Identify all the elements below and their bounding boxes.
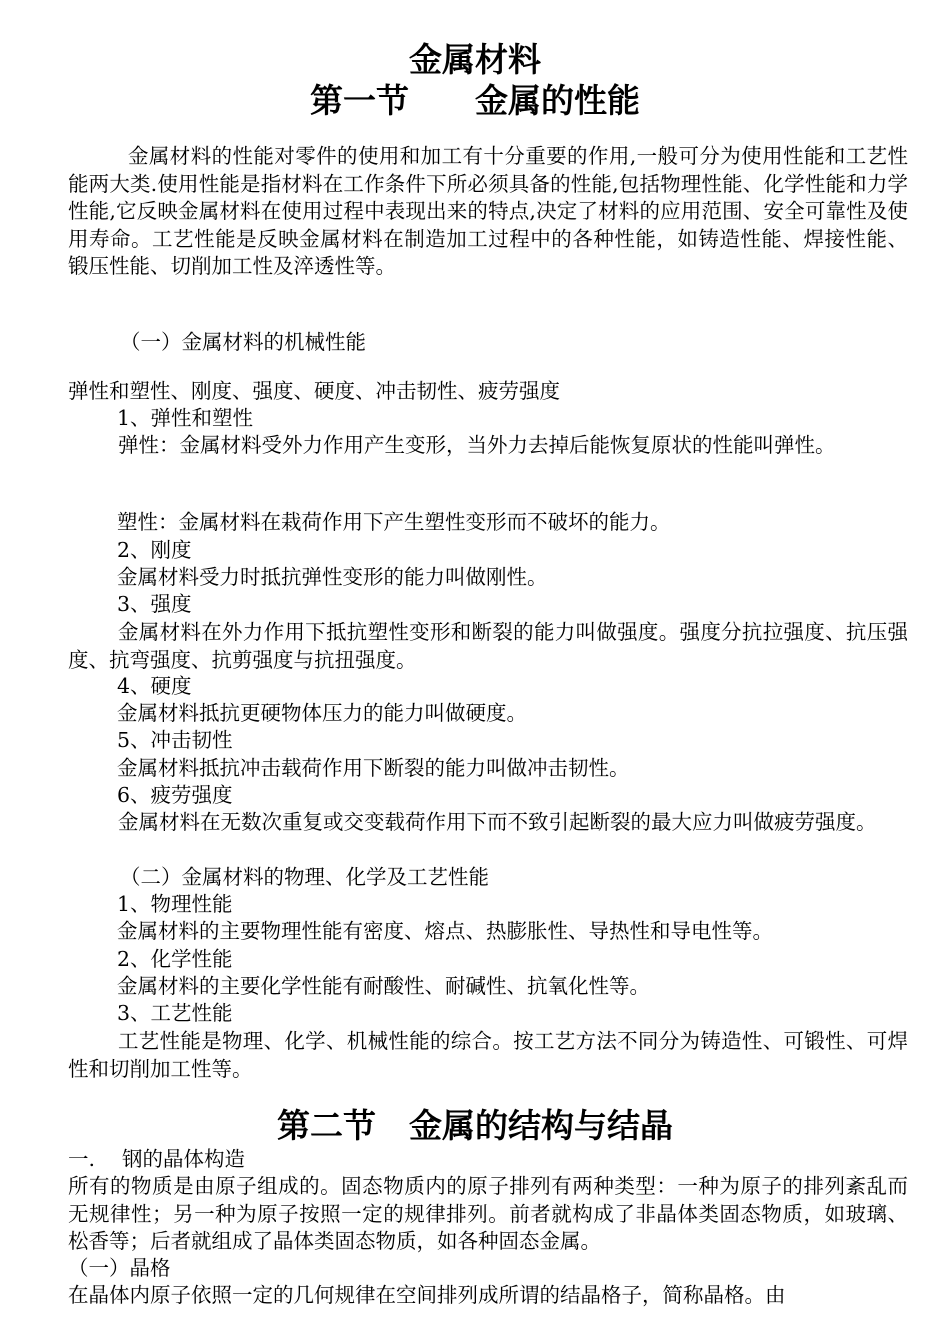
- intro-paragraph: 金属材料的性能对零件的使用和加工有十分重要的作用,一般可分为使用性能和工艺性能两大类.使用性能是指材料在工作条件下所必须具备的性能,包括物理性能、化学性能和力学性能,它反映金属材料在使用过程中表现出来的特点,决定了材料的应用范围、安全可靠性及使用寿命。工艺性能是反映金属材料在制造加工过程中的各种性能，如铸造性能、焊接性能、锻压性能、切削加工性及淬透性等。: [68, 144, 908, 278]
- p2-item-3-text: 工艺性能是物理、化学、机械性能的综合。按工艺方法不同分为铸造性、可锻性、可焊性和切削加工性等。: [68, 1029, 908, 1081]
- item-2-text: 金属材料受力时抵抗弹性变形的能力叫做刚性。: [117, 565, 548, 589]
- item-6-text: 金属材料在无数次重复或交变载荷作用下而不致引起断裂的最大应力叫做疲劳强度。: [118, 810, 877, 834]
- item-5-text: 金属材料抵抗冲击载荷作用下断裂的能力叫做冲击韧性。: [117, 756, 630, 780]
- item-6-title: 6、疲劳强度: [117, 783, 233, 807]
- part-1-property-list: 弹性和塑性、刚度、强度、硬度、冲击韧性、疲劳强度: [68, 379, 560, 403]
- part-2-heading: （二）金属材料的物理、化学及工艺性能: [120, 865, 489, 889]
- item-3-text: 金属材料在外力作用下抵抗塑性变形和断裂的能力叫做强度。强度分抗拉强度、抗压强度、抗弯强度、抗剪强度与抗扭强度。: [68, 620, 908, 672]
- s2-paragraph: 所有的物质是由原子组成的。固态物质内的原子排列有两种类型：一种为原子的排列紊乱而无规律性；另一种为原子按照一定的规律排列。前者就构成了非晶体类固态物质，如玻璃、松香等；后者就组成了晶体类固态物质，如各种固态金属。: [68, 1174, 908, 1253]
- p2-item-1-text: 金属材料的主要物理性能有密度、熔点、热膨胀性、导热性和导电性等。: [117, 919, 773, 943]
- item-1-title: 1、弹性和塑性: [117, 406, 254, 430]
- item-4-text: 金属材料抵抗更硬物体压力的能力叫做硬度。: [117, 701, 527, 725]
- p2-item-2-title: 2、化学性能: [117, 947, 233, 971]
- item-4-title: 4、硬度: [117, 674, 192, 698]
- item-3-title: 3、强度: [117, 592, 192, 616]
- item-1-elasticity: 弹性：金属材料受外力作用产生变形，当外力去掉后能恢复原状的性能叫弹性。: [118, 433, 836, 457]
- s2-sub-heading: （一）晶格: [68, 1256, 171, 1280]
- s2-part-1-heading: 一. 钢的晶体构造: [68, 1147, 246, 1171]
- p2-item-3-title: 3、工艺性能: [117, 1001, 233, 1025]
- section-2-heading: 第二节 金属的结构与结晶: [277, 1106, 673, 1145]
- item-5-title: 5、冲击韧性: [117, 728, 233, 752]
- item-2-title: 2、刚度: [117, 538, 192, 562]
- s2-last-line: 在晶体内原子依照一定的几何规律在空间排列成所谓的结晶格子，简称晶格。由: [68, 1283, 786, 1307]
- p2-item-1-title: 1、物理性能: [117, 892, 233, 916]
- p2-item-2-text: 金属材料的主要化学性能有耐酸性、耐碱性、抗氧化性等。: [117, 974, 650, 998]
- part-1-heading: （一）金属材料的机械性能: [120, 330, 366, 354]
- document-title: 金属材料: [409, 40, 541, 79]
- section-1-heading: 第一节 金属的性能: [310, 81, 640, 120]
- item-1-plasticity: 塑性：金属材料在栽荷作用下产生塑性变形而不破坏的能力。: [117, 510, 671, 534]
